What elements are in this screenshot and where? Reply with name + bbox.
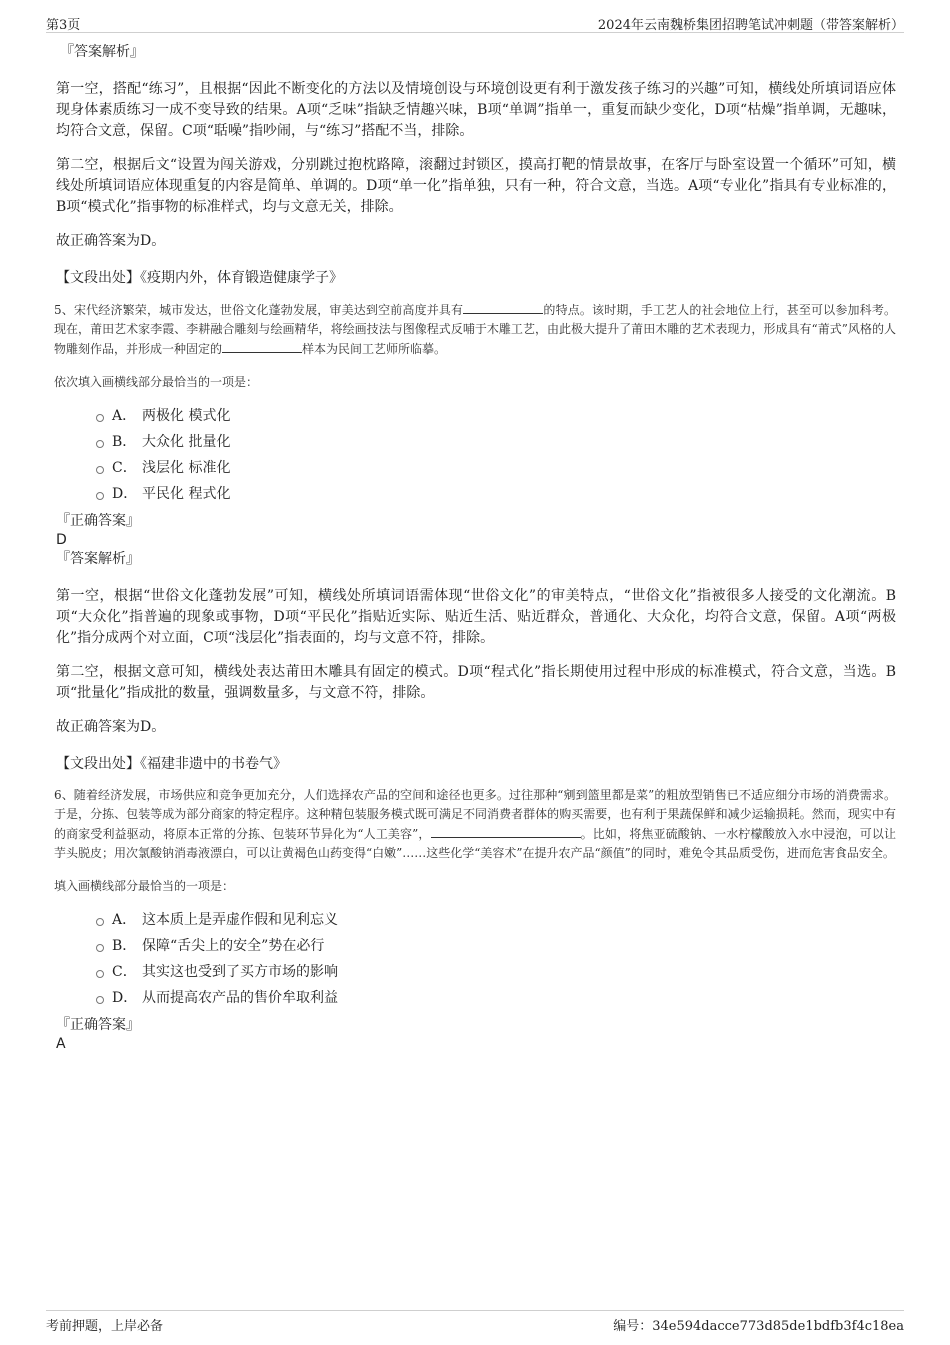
radio-button[interactable] bbox=[96, 492, 104, 500]
option-c[interactable]: C． 浅层化 标准化 bbox=[96, 455, 896, 481]
answer-blank bbox=[431, 824, 581, 838]
page-content bbox=[56, 42, 896, 1053]
footer-slogan: 考前押题，上岸必备 bbox=[46, 1319, 164, 1334]
analysis-paragraph: 第二空，根据后文“设置为闯关游戏，分别跳过抱枕路障，滚翻过封锁区，摸高打靶的情景故事，在客厅与卧室设置一个循环”可知，横线处所填词语应体现重复的内容是简单、单调的。D项“单一化”指单独，只有一种，符合文意，当选。A项“专业化”指具有专业标准的，B项“模式化”指事物的标准样式，均与文意无关，排除。 bbox=[56, 157, 896, 215]
radio-button[interactable] bbox=[96, 970, 104, 978]
option-d[interactable]: D． 平民化 程式化 bbox=[96, 481, 896, 507]
option-list bbox=[96, 907, 896, 1011]
option-c[interactable]: C． 其实这也受到了买方市场的影响 bbox=[96, 959, 896, 985]
document-id: 编号：34e594dacce773d85de1bdfb3f4c18ea bbox=[613, 1319, 904, 1334]
page-footer bbox=[46, 1310, 904, 1333]
option-a[interactable]: A． 这本质上是弄虚作假和见利忘义 bbox=[96, 907, 896, 933]
correct-answer: A bbox=[56, 1036, 66, 1052]
correct-answer: D bbox=[56, 532, 67, 548]
source-citation: 【文段出处】《疫期内外，体育锻造健康学子》 bbox=[56, 270, 343, 286]
document-title: 2024年云南魏桥集团招聘笔试冲刺题（带答案解析） bbox=[597, 18, 904, 33]
radio-button[interactable] bbox=[96, 944, 104, 952]
radio-button[interactable] bbox=[96, 996, 104, 1004]
correct-answer-label: 『正确答案』 bbox=[56, 513, 140, 529]
option-d[interactable]: D． 从而提高农产品的售价牟取利益 bbox=[96, 985, 896, 1011]
analysis-label: 『答案解析』 bbox=[60, 44, 144, 60]
question-stem: 5、宋代经济繁荣，城市发达，世俗文化蓬勃发展，审美达到空前高度并具有 的特点。该时期，手工艺人的社会地位上行，甚至可以参加科考。现在，莆田艺术家李霞、李耕融合雕刻与绘画精华，将绘画技法与图像程式反哺于木雕工艺，由此极大提升了莆田木雕的艺术表现力，形成具有“莆式”风格的人物雕刻作品，并形成一种固定的 样本为民间工艺师所临摹。 bbox=[54, 300, 896, 359]
correct-answer-label: 『正确答案』 bbox=[56, 1017, 140, 1033]
analysis-paragraph: 第一空，根据“世俗文化蓬勃发展”可知，横线处所填词语需体现“世俗文化”的审美特点，“世俗文化”指被很多人接受的文化潮流。B项“大众化”指普遍的现象或事物，D项“平民化”指贴近实际、贴近生活、贴近群众，普通化、大众化，均符合文意，保留。A项“两极化”指分成两个对立面，C项“浅层化”指表面的，均与文意不符，排除。 bbox=[56, 588, 896, 646]
radio-button[interactable] bbox=[96, 440, 104, 448]
page-header bbox=[46, 12, 904, 33]
analysis-paragraph: 第二空，根据文意可知，横线处表达莆田木雕具有固定的模式。D项“程式化”指长期使用过程中形成的标准模式，符合文意，当选。B项“批量化”指成批的数量，强调数量多，与文意不符，排除。 bbox=[56, 664, 896, 701]
option-list bbox=[96, 403, 896, 507]
page-number: 第3页 bbox=[46, 18, 81, 33]
option-b[interactable]: B． 保障“舌尖上的安全”势在必行 bbox=[96, 933, 896, 959]
question-instruction: 填入画横线部分最恰当的一项是： bbox=[54, 879, 235, 893]
option-a[interactable]: A． 两极化 模式化 bbox=[96, 403, 896, 429]
question-stem: 6、随着经济发展，市场供应和竞争更加充分，人们选择农产品的空间和途径也更多。过往那种“剜到篮里都是菜”的粗放型销售已不适应细分市场的消费需求。于是，分拣、包装等成为部分商家的特定程序。这种精包装服务模式既可满足不同消费者群体的购买需要，也有利于果蔬保鲜和减少运输损耗。然而，现实中有的商家受利益驱动，将原本正常的分拣、包装环节异化为“人工美容”， 。比如，将焦亚硫酸钠、一水柠檬酸放入水中浸泡，可以让芋头脱皮；用次氯酸钠消毒液漂白，可以让黄褐色山药变得“白嫩”……这些化学“美容术”在提升农产品“颜值”的同时，难免令其品质受伤，进而危害食品安全。 bbox=[54, 788, 896, 860]
radio-button[interactable] bbox=[96, 414, 104, 422]
conclusion: 故正确答案为D。 bbox=[56, 719, 166, 735]
radio-button[interactable] bbox=[96, 918, 104, 926]
answer-blank bbox=[222, 339, 302, 353]
source-citation: 【文段出处】《福建非遗中的书卷气》 bbox=[56, 756, 287, 772]
analysis-label: 『答案解析』 bbox=[56, 551, 140, 567]
radio-button[interactable] bbox=[96, 466, 104, 474]
answer-blank bbox=[463, 300, 543, 314]
option-b[interactable]: B． 大众化 批量化 bbox=[96, 429, 896, 455]
question-instruction: 依次填入画横线部分最恰当的一项是： bbox=[54, 375, 259, 389]
analysis-paragraph: 第一空，搭配“练习”，且根据“因此不断变化的方法以及情境创设与环境创设更有利于激发孩子练习的兴趣”可知，横线处所填词语应体现身体素质练习一成不变导致的结果。A项“乏味”指缺乏情趣兴味，B项“单调”指单一，重复而缺少变化，D项“枯燥”指单调，无趣味，均符合文意，保留。C项“聒噪”指吵闹，与“练习”搭配不当，排除。 bbox=[56, 81, 896, 139]
conclusion: 故正确答案为D。 bbox=[56, 233, 166, 249]
